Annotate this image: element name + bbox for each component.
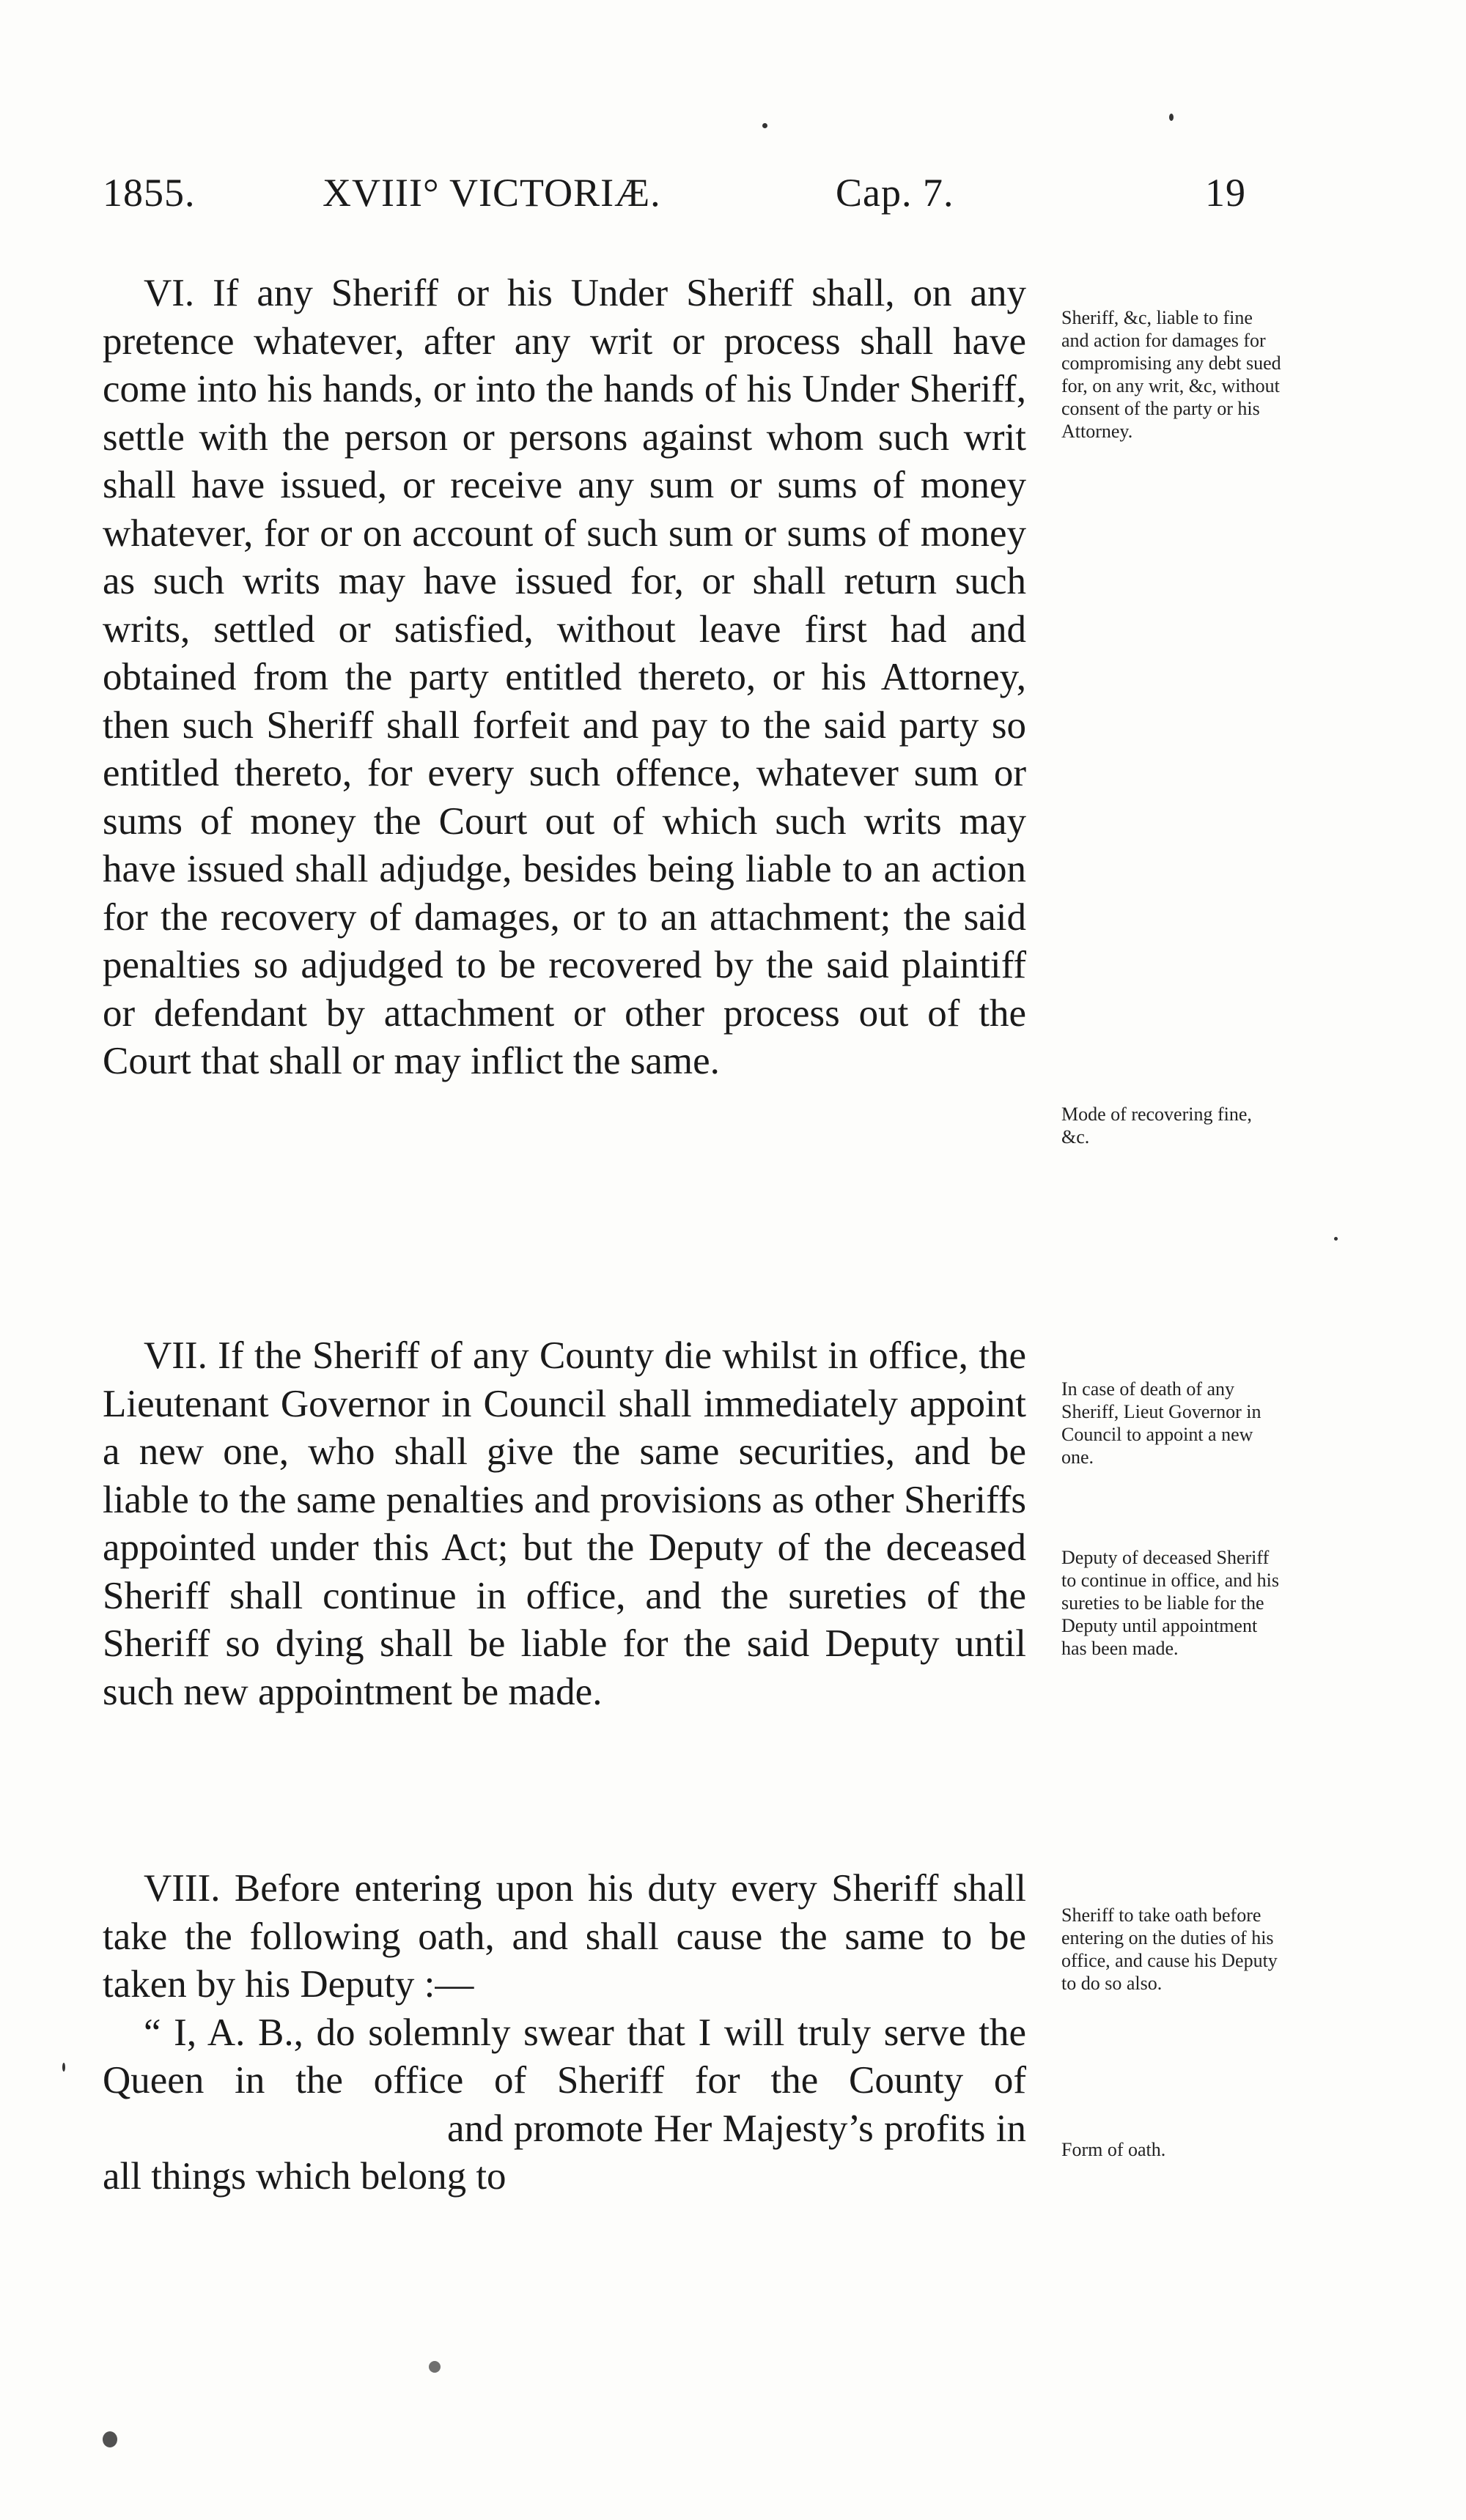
header-year: 1855. (103, 171, 196, 215)
header-chapter: Cap. 7. (836, 171, 954, 215)
margin-note-recovery: Mode of recovering fine, &c. (1061, 1104, 1252, 1148)
ink-speck (429, 2361, 441, 2373)
section-viii-text: VIII. Before entering upon his duty every Sheriff shall take the following oath, and shall cause the same to be taken by his Deputy :— (103, 1867, 1026, 2006)
ink-speck (762, 123, 767, 128)
oath-paragraph (103, 2009, 1026, 2201)
oath-text-cont: and promote Her Majesty’s profits in all things which belong to (103, 2107, 1026, 2198)
margin-note-deputy: Deputy of deceased Sheriff to continue in office, and his sureties to be liable for the Deputy until appointment has been made. (1061, 1547, 1280, 1659)
margin-note-oath-duty: Sheriff to take oath before entering on the duties of his office, and cause his Deputy to do so also. (1061, 1904, 1278, 1994)
page-number: 19 (1205, 171, 1246, 215)
section-vi-text: VI. If any Sheriff or his Under Sheriff shall, on any pretence whatever, after any writ or process shall have come into his hands, or into the hands of his Under Sheriff, settle with the person or persons against whom such writ shall have issued, or receive any sum or sums of money whatever, for or on account of such sum or sums of money as such writs may have issued for, or shall return such writs, settled or satisfied, without leave first had and obtained from the party entitled thereto, or his Attorney, then such Sheriff shall forfeit and pay to the said party so entitled thereto, for every such offence, whatever sum or sums of money the Court out of which such writs may have issued shall adjudge, besides being liable to an action for the recovery of damages, or to an attachment; the said penalties so adjudged to be recovered by the said plaintiff or defendant by attachment or other process out of the Court that shall or may inflict the same. (103, 272, 1026, 1082)
margin-note-death: In case of death of any Sheriff, Lieut Governor in Council to appoint a new one. (1061, 1378, 1261, 1468)
ink-speck (1169, 114, 1174, 121)
section-viii (103, 1865, 1026, 2201)
page-header (103, 170, 1246, 229)
margin-note-liability: Sheriff, &c, liable to fine and action for damages for compromising any debt sued for, on any writ, &c, without consent of the party or his Attorney. (1061, 307, 1281, 442)
section-vii (103, 1332, 1026, 1716)
oath-text-start: “ I, A. B., do solemnly swear that I will truly serve the Queen in the office of Sheriff for the County of (103, 2011, 1026, 2102)
ink-speck (62, 2063, 65, 2072)
margin-note-form-of-oath: Form of oath. (1061, 2139, 1166, 2160)
section-vi (103, 270, 1026, 1086)
ink-speck (1334, 1237, 1338, 1241)
section-vii-text: VII. If the Sheriff of any County die whilst in office, the Lieutenant Governor in Council shall immediately appoint a new one, who shall give the same securities, and be liable to the same penalties and provisions as other Sheriffs appointed under this Act; but the Deputy of the deceased Sheriff shall continue in office, and the sureties of the Sheriff so dying shall be liable for the said Deputy until such new appointment be made. (103, 1334, 1026, 1713)
header-title: XVIII° VICTORIÆ. (323, 171, 661, 215)
ink-speck (103, 2431, 117, 2447)
